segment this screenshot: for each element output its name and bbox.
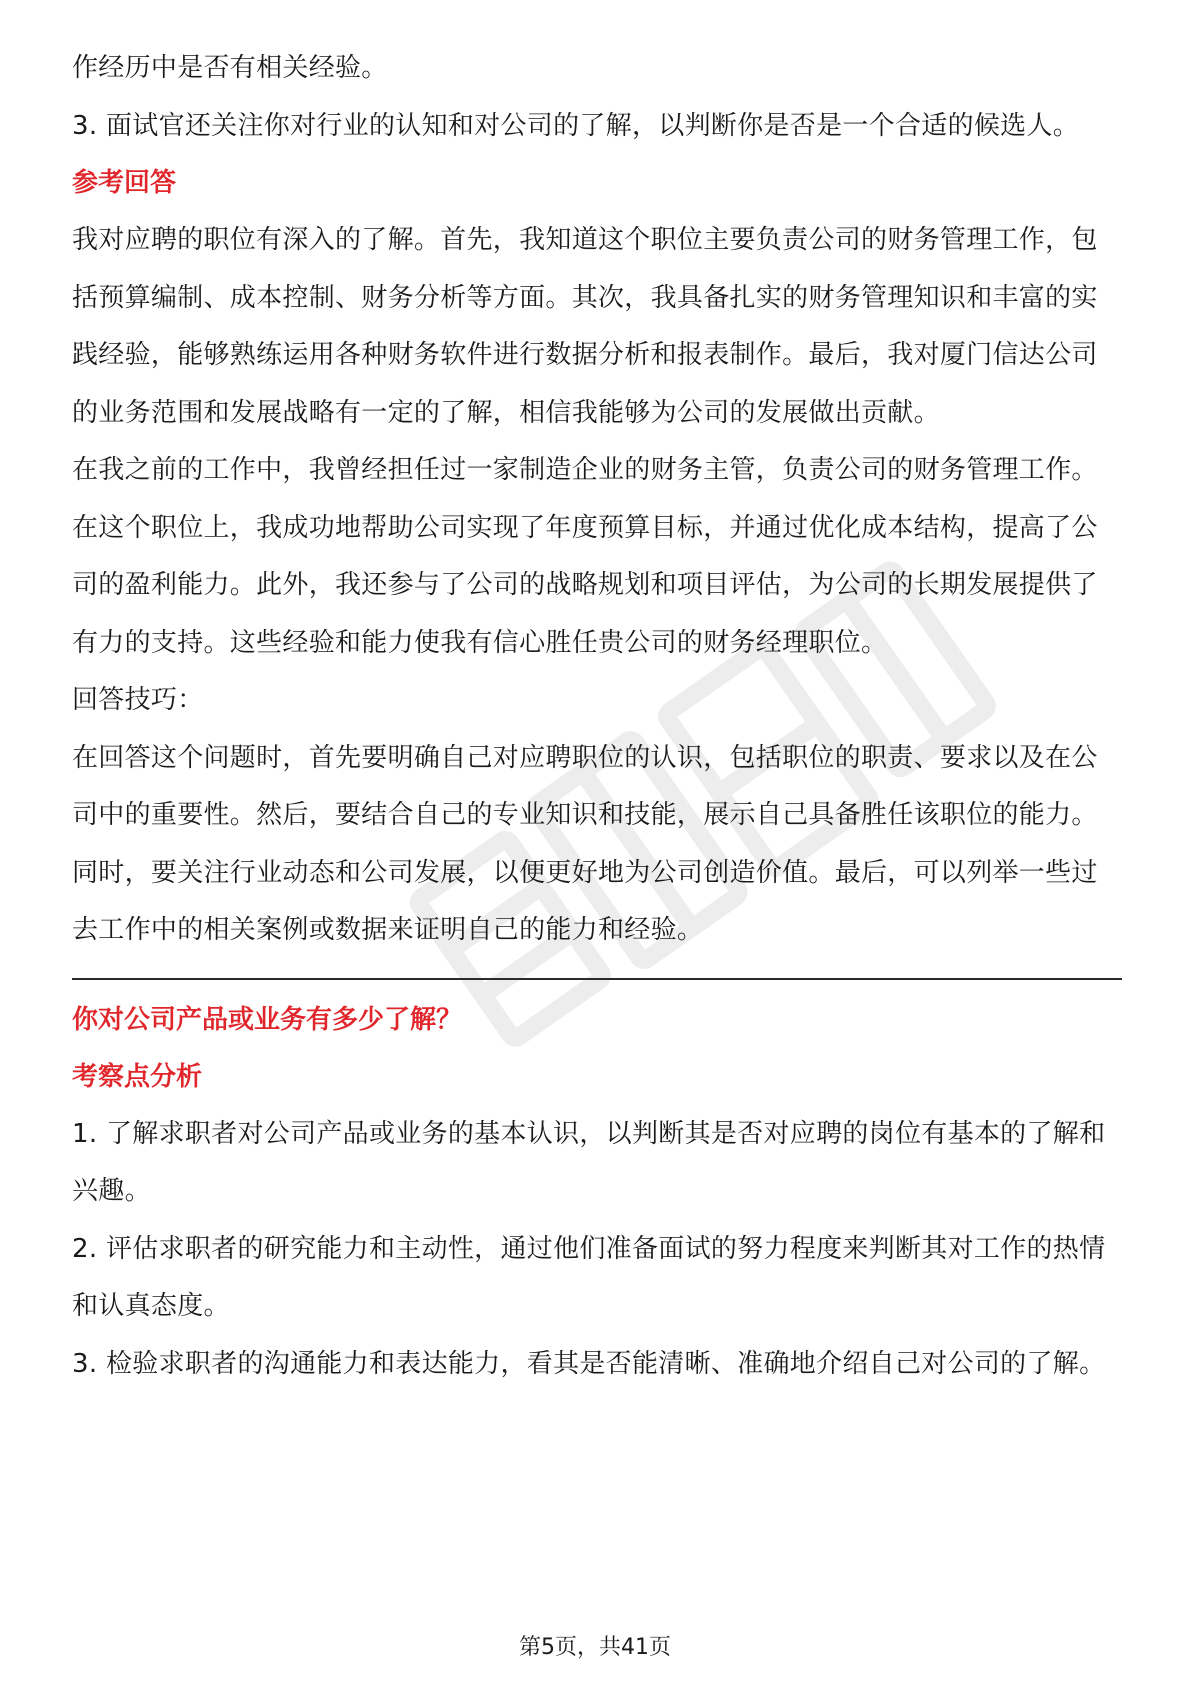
body-paragraph: 回答技巧： xyxy=(72,685,204,715)
section-divider xyxy=(72,978,1122,980)
body-paragraph: 2. 评估求职者的研究能力和主动性，通过他们准备面试的努力程度来判断其对工作的热情和认真态度。 xyxy=(72,1233,1106,1321)
body-paragraph: 作经历中是否有相关经验。 xyxy=(72,53,388,83)
body-paragraph: 3. 检验求职者的沟通能力和表达能力，看其是否能清晰、准确地介绍自己对公司的了解。 xyxy=(72,1348,1106,1379)
document-body xyxy=(72,40,1122,1393)
section-heading: 参考回答 xyxy=(72,168,177,198)
body-paragraph: 在回答这个问题时，首先要明确自己对应聘职位的认识，包括职位的职责、要求以及在公司中的重要性。然后，要结合自己的专业知识和技能，展示自己具备胜任该职位的能力。同时，要关注行业动态和公司发展，以便更好地为公司创造价值。最后，可以列举一些过去工作中的相关案例或数据来证明自己的能力和经验。 xyxy=(72,742,1098,945)
question-heading: 你对公司产品或业务有多少了解？ xyxy=(72,1004,463,1035)
body-paragraph: 在我之前的工作中，我曾经担任过一家制造企业的财务主管，负责公司的财务管理工作。在这个职位上，我成功地帮助公司实现了年度预算目标，并通过优化成本结构，提高了公司的盈利能力。此外，我还参与了公司的战略规划和项目评估，为公司的长期发展提供了有力的支持。这些经验和能力使我有信心胜任贵公司的财务经理职位。 xyxy=(72,455,1098,658)
body-paragraph: 1. 了解求职者对公司产品或业务的基本认识，以判断其是否对应聘的岗位有基本的了解和兴趣。 xyxy=(72,1118,1106,1206)
section-heading: 考察点分析 xyxy=(72,1061,203,1092)
body-paragraph: 我对应聘的职位有深入的了解。首先，我知道这个职位主要负责公司的财务管理工作，包括预算编制、成本控制、财务分析等方面。其次，我具备扎实的财务管理知识和丰富的实践经验，能够熟练运用各种财务软件进行数据分析和报表制作。最后，我对厦门信达公司的业务范围和发展战略有一定的了解，相信我能够为公司的发展做出贡献。 xyxy=(72,225,1098,428)
body-paragraph: 3. 面试官还关注你对行业的认知和对公司的了解，以判断你是否是一个合适的候选人。 xyxy=(72,110,1080,141)
page-footer: 第5页，共41页 xyxy=(519,1635,671,1660)
